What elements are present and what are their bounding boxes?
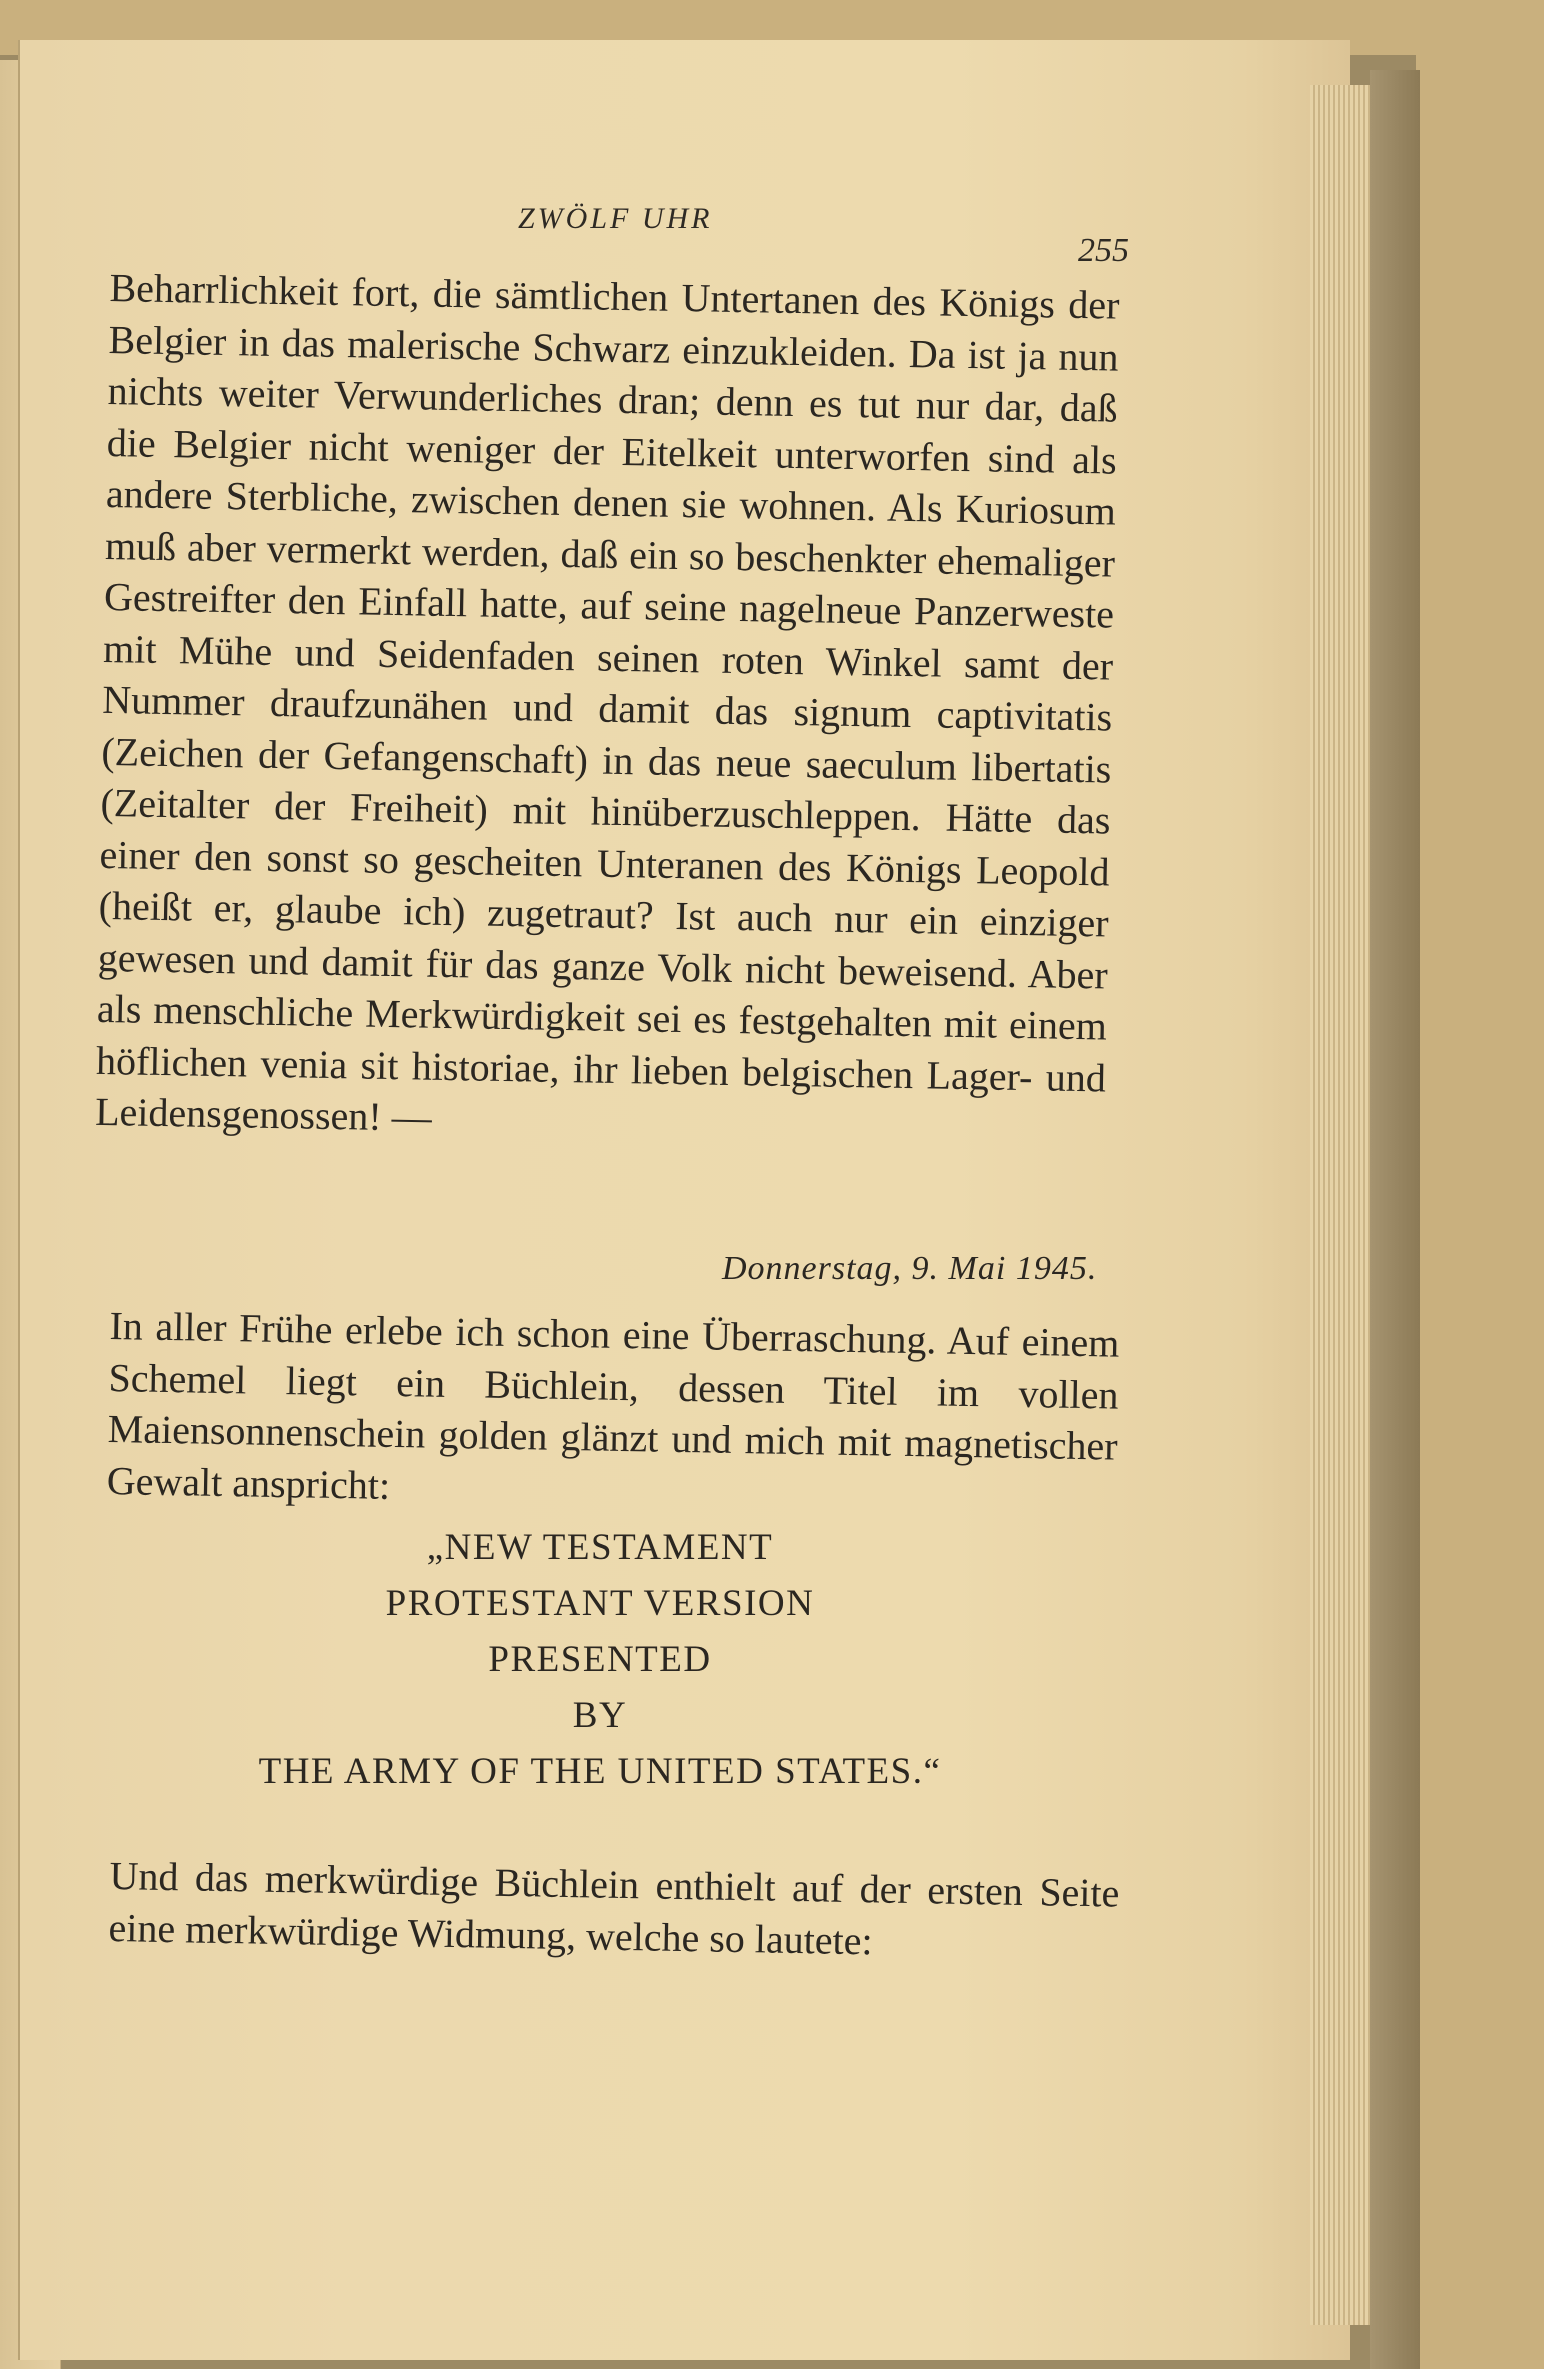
- quoted-book-title: [200, 1520, 1000, 1800]
- book-title-line: „NEW TESTAMENT: [426, 1527, 774, 1568]
- body-paragraph: Beharrlichkeit fort, die sämtlichen Untertanen des Königs der Belgier in das malerische Schwarz einzukleiden. Da ist ja nun nichts weiter Verwunderliches dran; denn es tut nur dar, daß die Belgier nicht weniger der Eitelkeit unterworfen sind als andere Sterbliche, zwischen denen sie wohnen. Als Kuriosum muß aber vermerkt werden, daß ein so beschenkter ehemaliger Gestreifter den Einfall hatte, auf seine nagelneue Panzerweste mit Mühe und Seidenfaden seinen roten Winkel samt der Nummer draufzunähen und damit das signum captivitatis (Zeichen der Gefangenschaft) in das neue saeculum libertatis (Zeitalter der Freiheit) mit hinüberzuschleppen. Hätte das einer den sonst so gescheiten Unteranen des Königs Leopold (heißt er, glaube ich) zugetraut? Ist auch nur ein einziger gewesen und damit für das ganze Volk nicht beweisend. Aber als menschliche Merkwürdigkeit sei es festgehalten mit einem höflichen venia sit historiae, ihr lieben belgischen Lager- und Leidensgenossen! —: [94, 264, 1120, 1140]
- body-paragraph: In aller Frühe erlebe ich schon eine Überraschung. Auf einem Schemel liegt ein Büchlein, dessen Titel im vollen Maiensonnenschein golden glänzt und mich mit magnetischer Gewalt anspricht:: [106, 1302, 1120, 1508]
- page-number: 255: [1078, 232, 1129, 269]
- page-stack-edge: [1310, 85, 1370, 2325]
- book-title-line: PRESENTED: [488, 1639, 712, 1680]
- running-head: ZWÖLF UHR: [518, 202, 713, 235]
- body-paragraph: Und das merkwürdige Büchlein enthielt auf der ersten Seite eine merkwürdige Widmung, welche so lautete:: [108, 1852, 1120, 1963]
- book-title-line: BY: [572, 1695, 628, 1736]
- book-title-line: THE ARMY OF THE UNITED STATES.“: [258, 1751, 942, 1792]
- book-title-line: PROTESTANT VERSION: [385, 1583, 815, 1624]
- dateline: Donnerstag, 9. Mai 1945.: [722, 1250, 1098, 1287]
- book-spine: [1370, 70, 1420, 2369]
